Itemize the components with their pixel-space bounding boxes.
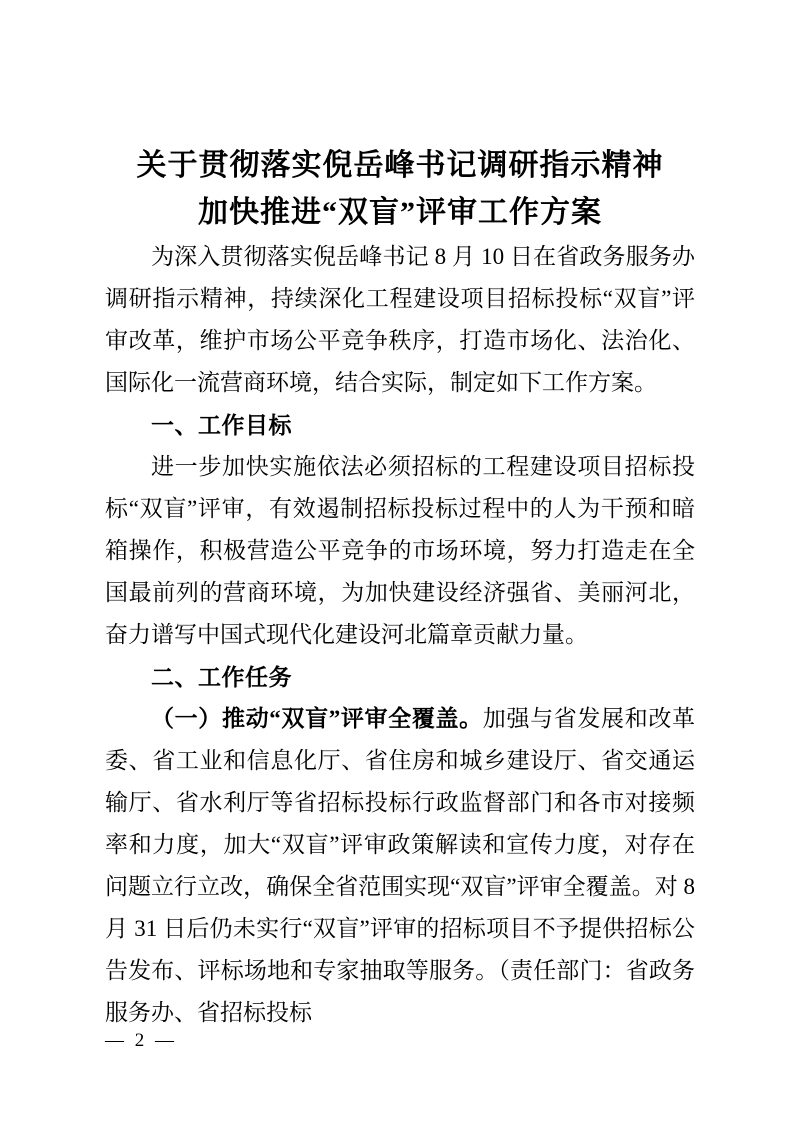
page-number: — 2 — bbox=[105, 1030, 177, 1051]
document-title-line-2: 加快推进“双盲”评审工作方案 bbox=[198, 196, 602, 229]
task-1-body: 加强与省发展和改革委、省工业和信息化厅、省住房和城乡建设厅、省交通运输厅、省水利厅等省招标投标行政监督部门和各市对接频率和力度，加大“双盲”评审政策解读和宣传力度，对存在问题立行立改，确保全省范围实现“双盲”评审全覆盖。对 8 月 31 日后仍未实行“双盲”评审的招标项目不予提供招标公告发布、评标场地和专家抽取等服务。（责任部门：省政务服务办、省招标投标 bbox=[105, 706, 696, 1025]
section-1-heading: 一、工作目标 bbox=[151, 412, 292, 438]
task-1-lead: （一）推动“双盲”评审全覆盖。 bbox=[151, 706, 483, 731]
task-1-paragraph bbox=[105, 698, 695, 1034]
document-body bbox=[105, 236, 695, 1034]
section-1-paragraph: 进一步加快实施依法必须招标的工程建设项目招标投标“双盲”评审，有效遏制招标投标过程中的人为干预和暗箱操作，积极营造公平竞争的市场环境，努力打造走在全国最前列的营商环境，为加快建设经济强省、美丽河北，奋力谱写中国式现代化建设河北篇章贡献力量。 bbox=[105, 454, 695, 647]
intro-paragraph: 为深入贯彻落实倪岳峰书记 8 月 10 日在省政务服务办调研指示精神，持续深化工程建设项目招标投标“双盲”评审改革，维护市场公平竞争秩序，打造市场化、法治化、国际化一流营商环境，结合实际，制定如下工作方案。 bbox=[105, 244, 695, 395]
document-title bbox=[105, 142, 695, 236]
section-2-heading: 二、工作任务 bbox=[151, 664, 292, 690]
document-title-line-1: 关于贯彻落实倪岳峰书记调研指示精神 bbox=[136, 149, 664, 182]
